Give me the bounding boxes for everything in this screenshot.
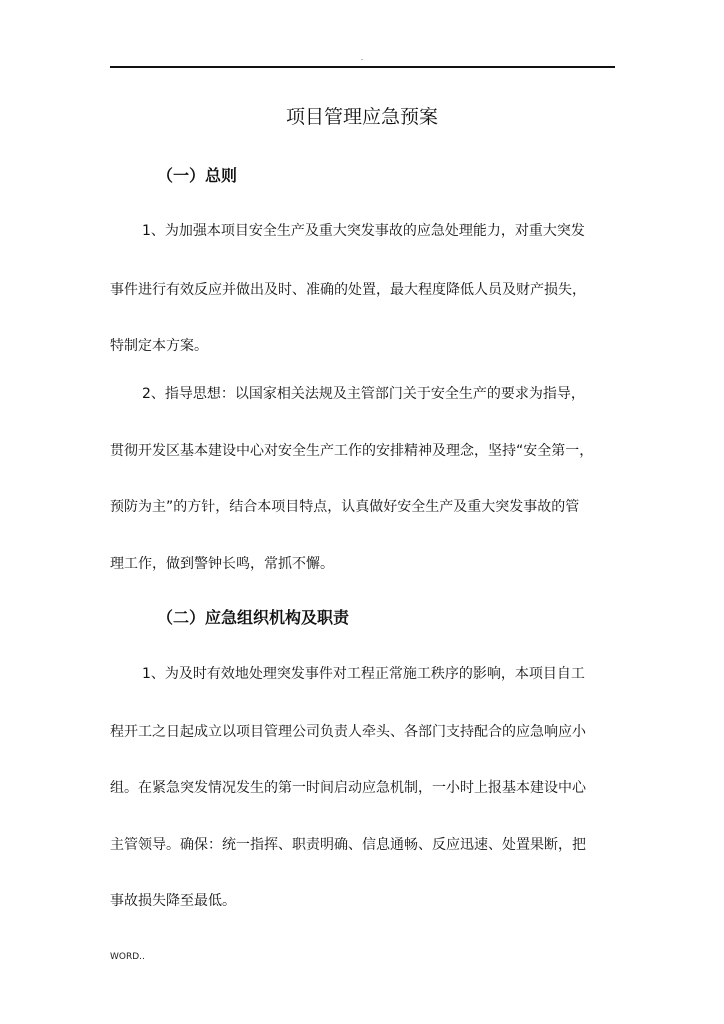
document-title: 项目管理应急预案 xyxy=(285,106,438,128)
header-mark: . xyxy=(360,53,364,62)
paragraph-line: 事故损失降至最低。 xyxy=(110,893,236,909)
paragraph-line: 特制定本方案。 xyxy=(110,338,208,354)
header-rule xyxy=(110,66,615,68)
paragraph-line: 预防为主”的方针，结合本项目特点，认真做好安全生产及重大突发事故的管 xyxy=(110,499,580,515)
paragraph-line: 组。在紧急突发情况发生的第一时间启动应急机制，一小时上报基本建设中心 xyxy=(110,780,586,796)
paragraph-line: 主管领导。确保：统一指挥、职责明确、信息通畅、反应迅速、处置果断，把 xyxy=(110,837,586,853)
paragraph-line: 程开工之日起成立以项目管理公司负责人牵头、各部门支持配合的应急响应小 xyxy=(110,724,586,740)
footer-label: WORD.. xyxy=(110,952,145,962)
paragraph-line: 贯彻开发区基本建设中心对安全生产工作的安排精神及理念，坚持“安全第一， xyxy=(110,443,594,459)
paragraph-line: 事件进行有效反应并做出及时、准确的处置，最大程度降低人员及财产损失， xyxy=(110,282,586,298)
section-heading-general: （一）总则 xyxy=(157,166,238,185)
paragraph-line: 1、为及时有效地处理突发事件对工程正常施工秩序的影响，本项目自工 xyxy=(142,666,585,682)
paragraph-line: 1、为加强本项目安全生产及重大突发事故的应急处理能力，对重大突发 xyxy=(142,223,585,239)
paragraph-line: 2、指导思想：以国家相关法规及主管部门关于安全生产的要求为指导， xyxy=(142,386,585,402)
paragraph-line: 理工作，做到警钟长鸣，常抓不懈。 xyxy=(110,556,334,572)
section-heading-organization: （二）应急组织机构及职责 xyxy=(157,608,350,627)
